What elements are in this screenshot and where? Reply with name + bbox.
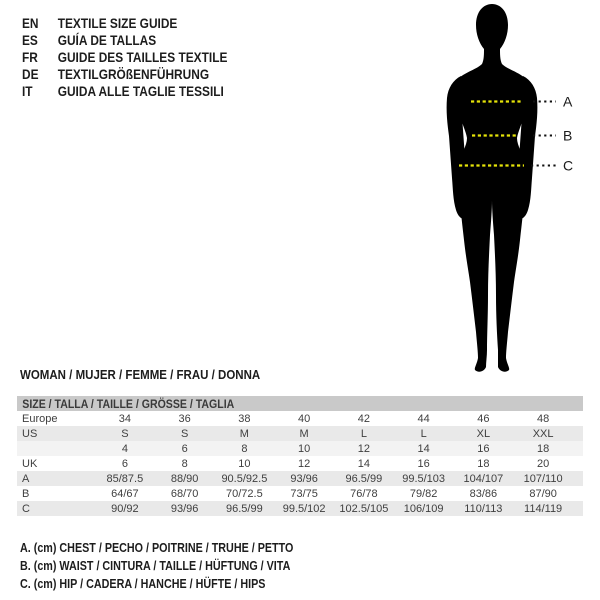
table-cell: 87/90 — [529, 487, 557, 500]
table-row — [17, 411, 583, 426]
table-cell: 93/96 — [290, 472, 318, 485]
table-cell: 90.5/92.5 — [221, 472, 268, 485]
table-cell: 114/119 — [524, 502, 563, 515]
language-code: IT — [22, 82, 33, 99]
table-cell: 16 — [477, 442, 490, 455]
measurement-legend — [20, 539, 338, 594]
table-cell: 34 — [118, 412, 131, 425]
table-cell: 8 — [241, 442, 248, 455]
table-header-text: SIZE / TALLA / TAILLE / GRÖSSE / TAGLIA — [22, 396, 235, 411]
table-cell: 12 — [298, 457, 311, 470]
table-row — [17, 471, 583, 486]
language-text: TEXTILE SIZE GUIDE — [57, 14, 178, 31]
table-cell: S — [180, 427, 189, 440]
table-cell: M — [239, 427, 249, 440]
table-cell: 68/70 — [170, 487, 199, 500]
table-header-bar — [17, 396, 583, 411]
language-code: ES — [22, 31, 38, 48]
table-cell: 90/92 — [111, 502, 139, 515]
table-cell: 44 — [417, 412, 430, 425]
table-cell: 8 — [181, 457, 188, 470]
language-row — [22, 48, 227, 65]
table-cell: 107/110 — [523, 472, 563, 485]
group-title: WOMAN / MUJER / FEMME / FRAU / DONNA — [20, 368, 261, 382]
marker-label-b: B — [563, 127, 573, 144]
row-label: UK — [22, 457, 38, 470]
table-cell: 10 — [298, 442, 311, 455]
table-cell: L — [360, 427, 367, 440]
language-row — [22, 31, 227, 48]
table-row — [17, 426, 583, 441]
woman-silhouette-figure — [410, 0, 600, 380]
table-cell: 104/107 — [463, 472, 504, 485]
table-cell: 20 — [537, 457, 550, 470]
table-cell: 110/113 — [464, 502, 503, 515]
table-cell: 14 — [417, 442, 430, 455]
table-cell: 73/75 — [290, 487, 318, 500]
language-row — [22, 82, 227, 99]
table-cell: L — [420, 427, 427, 440]
legend-hip: C. (cm) HIP / CADERA / HANCHE / HÜFTE / HIPS — [20, 577, 266, 592]
table-cell: 93/96 — [170, 502, 199, 515]
table-cell: 12 — [357, 442, 370, 455]
table-cell: 96.5/99 — [345, 472, 383, 485]
row-label: C — [22, 502, 30, 515]
table-row — [17, 486, 583, 501]
row-label: A — [22, 472, 30, 485]
table-cell: 99.5/102 — [282, 502, 326, 515]
table-cell: 96.5/99 — [226, 502, 263, 515]
table-cell: 6 — [121, 457, 128, 470]
table-cell: 36 — [178, 412, 191, 425]
legend-chest: A. (cm) CHEST / PECHO / POITRINE / TRUHE / PETTO — [20, 541, 294, 556]
legend-waist: B. (cm) WAIST / CINTURA / TAILLE / HÜFTUNG / VITA — [20, 559, 291, 574]
language-row — [22, 65, 227, 82]
table-cell: S — [121, 427, 129, 440]
table-cell: XL — [476, 427, 491, 440]
language-text: GUÍA DE TALLAS — [57, 31, 157, 48]
table-cell: 14 — [357, 457, 370, 470]
row-label: US — [22, 427, 38, 440]
table-cell: 79/82 — [409, 487, 438, 500]
language-code: EN — [22, 14, 39, 31]
table-cell: 38 — [238, 412, 251, 425]
language-row — [22, 14, 227, 31]
table-cell: 42 — [357, 412, 370, 425]
table-cell: 85/87.5 — [106, 472, 144, 485]
size-table — [17, 396, 583, 516]
table-cell: 18 — [477, 457, 490, 470]
table-cell: 64/67 — [111, 487, 139, 500]
table-cell: 40 — [298, 412, 311, 425]
table-cell: 4 — [121, 442, 128, 455]
table-cell: 99.5/103 — [402, 472, 446, 485]
table-row — [17, 441, 583, 456]
table-cell: 102.5/105 — [339, 502, 389, 515]
language-text: GUIDE DES TAILLES TEXTILE — [57, 48, 228, 65]
table-cell: 106/109 — [403, 502, 444, 515]
row-label: Europe — [22, 412, 58, 425]
table-cell: 48 — [537, 412, 550, 425]
language-guide — [22, 14, 264, 99]
table-row — [17, 456, 583, 471]
figure-svg — [410, 0, 600, 380]
table-row — [17, 501, 583, 516]
language-text: GUIDA ALLE TAGLIE TESSILI — [57, 82, 224, 99]
table-cell: 83/86 — [469, 487, 498, 500]
table-cell: 88/90 — [170, 472, 199, 485]
table-cell: XXL — [532, 427, 554, 440]
table-cell: M — [299, 427, 309, 440]
table-cell: 16 — [417, 457, 430, 470]
table-cell: 10 — [238, 457, 251, 470]
table-cell: 18 — [537, 442, 550, 455]
table-cell: 70/72.5 — [226, 487, 263, 500]
marker-label-c: C — [563, 157, 574, 174]
marker-label-a: A — [563, 93, 573, 110]
table-cell: 76/78 — [350, 487, 378, 500]
table-cell: 6 — [181, 442, 188, 455]
language-code: DE — [22, 65, 39, 82]
row-label: B — [22, 487, 30, 500]
language-text: TEXTILGRÖßENFÜHRUNG — [57, 65, 210, 82]
table-cell: 46 — [477, 412, 490, 425]
language-code: FR — [22, 48, 38, 65]
